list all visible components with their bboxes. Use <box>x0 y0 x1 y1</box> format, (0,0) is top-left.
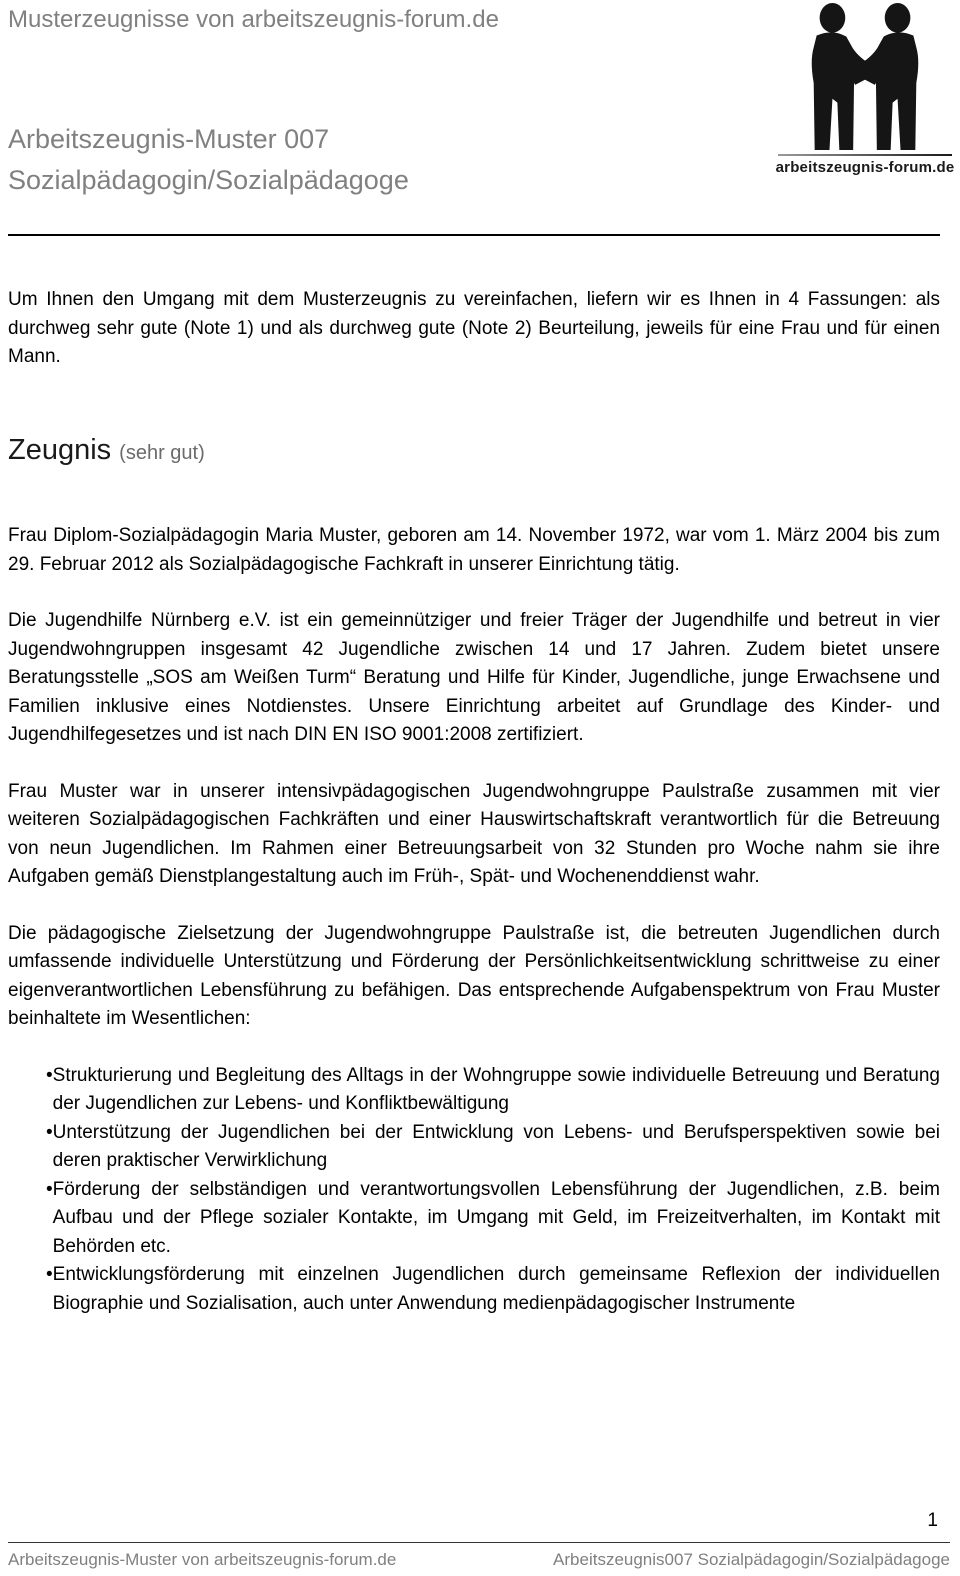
list-item <box>8 1176 940 1262</box>
zeugnis-heading <box>8 430 940 471</box>
zeugnis-heading-note: (sehr gut) <box>119 441 205 464</box>
list-item <box>8 1062 940 1119</box>
document-title-line1: Arbeitszeugnis-Muster 007 <box>8 124 330 155</box>
logo-divider-line <box>778 154 952 156</box>
list-item <box>8 1119 940 1176</box>
bullet-marker: • <box>46 1064 53 1086</box>
bullet-text: Unterstützung der Jugendlichen bei der Entwicklung von Lebens- und Berufsperspektiven sowie bei deren praktischer Verwirklichung <box>52 1121 940 1172</box>
bullet-marker: • <box>46 1121 53 1143</box>
logo-wordmark: arbeitszeugnis-forum.de <box>775 159 955 176</box>
paragraph-employment: Frau Diplom-Sozialpädagogin Maria Muster, geboren am 14. November 1972, war vom 1. März 2004 bis zum 29. Februar 2012 als Sozialpädagogische Fachkraft in unserer Einrichtung tätig. <box>8 525 940 575</box>
footer-left-text: Arbeitszeugnis-Muster von arbeitszeugnis-forum.de <box>8 1550 397 1569</box>
paragraph-role: Frau Muster war in unserer intensivpädagogischen Jugendwohngruppe Paulstraße zusammen mit vier weiteren Sozialpädagogischen Fachkräften und einer Hauswirtschaftskraft verantwortlich für die Betreuung von neun Jugendlichen. Im Rahmen einer Betreuungsarbeit von 32 Stunden pro Woche nahm sie ihre Aufgaben gemäß Dienstplangestaltung auch im Früh-, Spät- und Wochenenddienst wahr. <box>8 780 940 888</box>
bullet-text: Förderung der selbständigen und verantwortungsvollen Lebensführung der Jugendlichen, z.B. beim Aufbau und der Pflege sozialer Kontakte, im Umgang mit Geld, im Freizeitverhalten, im Kontakt mit Behörden etc. <box>52 1178 940 1257</box>
site-logo <box>775 2 955 176</box>
page-number: 1 <box>927 1510 938 1531</box>
bullet-marker: • <box>46 1178 53 1200</box>
paragraph-organisation: Die Jugendhilfe Nürnberg e.V. ist ein gemeinnütziger und freier Träger der Jugendhilfe und betreut in vier Jugendwohngruppen insgesamt 42 Jugendliche zwischen 14 und 17 Jahren. Zudem bietet unsere Beratungsstelle „SOS am Weißen Turm“ Beratung und Hilfe für Kinder, Jugendliche, junge Erwachsene und Familien inklusive eines Notdienstes. Unsere Einrichtung arbeitet auf Grundlage des Kinder- und Jugendhilfegesetzes und ist nach DIN EN ISO 9001:2008 zertifiziert. <box>8 610 940 746</box>
bullet-text: Entwicklungsförderung mit einzelnen Jugendlichen durch gemeinsame Reflexion der individuellen Biographie und Sozialisation, auch unter Anwendung medienpädagogischer Instrumente <box>52 1264 940 1314</box>
document-header-title: Musterzeugnisse von arbeitszeugnis-forum.de <box>8 6 499 33</box>
document-title <box>8 119 648 200</box>
intro-paragraph: Um Ihnen den Umgang mit dem Musterzeugnis zu vereinfachen, liefern wir es Ihnen in 4 Fassungen: als durchweg sehr gute (Note 1) und als durchweg gute (Note 2) Beurteilung, jeweils für eine Frau und für einen Mann. <box>8 289 940 368</box>
zeugnis-heading-main: Zeugnis <box>8 433 112 466</box>
handshake-silhouette-icon <box>780 2 950 150</box>
document-footer <box>8 1542 950 1570</box>
paragraph-goals: Die pädagogische Zielsetzung der Jugendwohngruppe Paulstraße ist, die betreuten Jugendlichen durch umfassende individuelle Unterstützung und Förderung der Persönlichkeitsentwicklung schrittweise zu einer eigenverantwortlichen Lebensführung zu befähigen. Das entsprechende Aufgabenspektrum von Frau Muster beinhaltete im Wesentlichen: <box>8 922 940 1030</box>
document-title-line2: Sozialpädagogin/Sozialpädagoge <box>8 164 409 195</box>
header-rule <box>8 234 940 236</box>
bullet-marker: • <box>46 1264 53 1286</box>
footer-right-text: Arbeitszeugnis007 Sozialpädagogin/Sozialpädagoge <box>553 1550 950 1569</box>
bullet-text: Strukturierung und Begleitung des Alltags in der Wohngruppe sowie individuelle Betreuung und Beratung der Jugendlichen zur Lebens- und Konfliktbewältigung <box>52 1064 940 1115</box>
list-item <box>8 1261 940 1318</box>
task-bullet-list <box>8 1062 940 1319</box>
